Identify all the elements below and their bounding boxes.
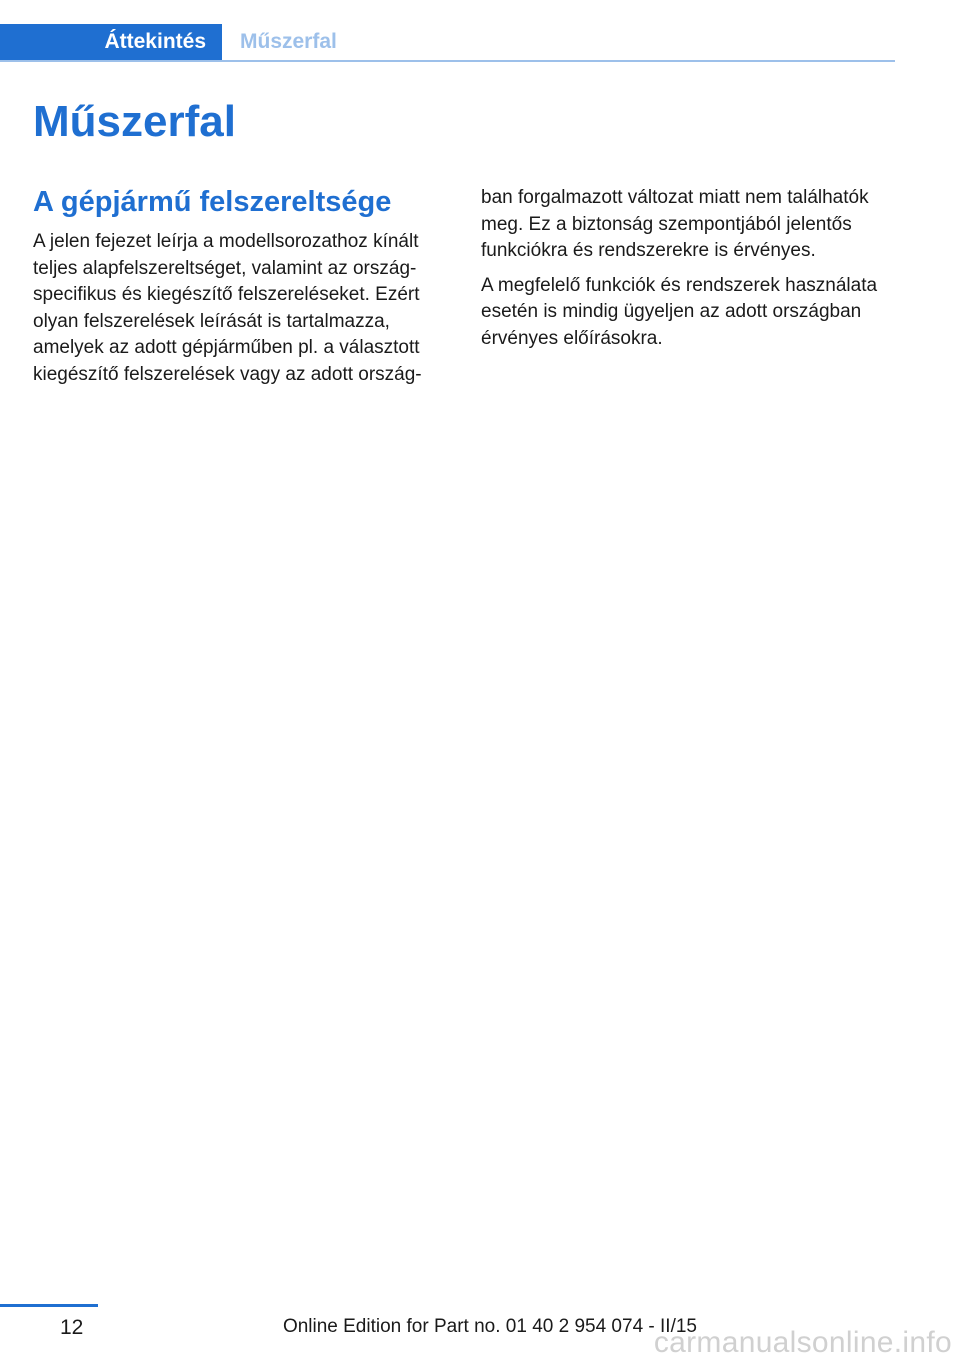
tab-muszerfal[interactable]: Műszerfal — [240, 30, 337, 53]
text-line: olyan felszerelések leírását is tartalmazza, — [33, 310, 390, 332]
text-line: specifikus és kiegészítő felszereléseket. Ezért — [33, 284, 420, 305]
page-title: Műszerfal — [33, 97, 236, 146]
section-title: A gépjármű felszereltsége — [33, 186, 392, 218]
body-paragraph — [481, 273, 911, 353]
text-line: A megfelelő funkciók és rendszerek használata — [481, 274, 878, 296]
text-line: teljes alapfelszereltséget, valamint az ország- — [33, 257, 417, 279]
page-number: 12 — [60, 1316, 84, 1339]
footer-accent-line — [0, 1304, 98, 1307]
footer-edition-text: Online Edition for Part no. 01 40 2 954 074 - II/15 — [282, 1316, 697, 1337]
text-line: amelyek az adott gépjárműben pl. a választott — [33, 337, 420, 358]
watermark: carmanualsonline.info — [653, 1326, 952, 1359]
tab-attekintes[interactable]: Áttekintés — [0, 24, 222, 60]
text-line: ban forgalmazott változat miatt nem találhatók — [481, 187, 869, 208]
body-paragraph — [33, 229, 453, 388]
text-line: funkciókra és rendszerekre is érvényes. — [481, 240, 816, 261]
left-column — [33, 229, 453, 396]
text-line: A jelen fejezet leírja a modellsorozathoz kínált — [33, 231, 419, 252]
body-paragraph — [481, 185, 911, 265]
text-line: meg. Ez a biztonság szempontjából jelentős — [481, 213, 852, 235]
text-line: érvényes előírásokra. — [481, 327, 663, 349]
header-divider — [0, 60, 895, 62]
text-line: kiegészítő felszerelések vagy az adott ország- — [33, 363, 422, 385]
text-line: esetén is mindig ügyeljen az adott országban — [481, 301, 862, 322]
right-column — [481, 185, 911, 360]
header-tab-bar — [0, 24, 895, 62]
